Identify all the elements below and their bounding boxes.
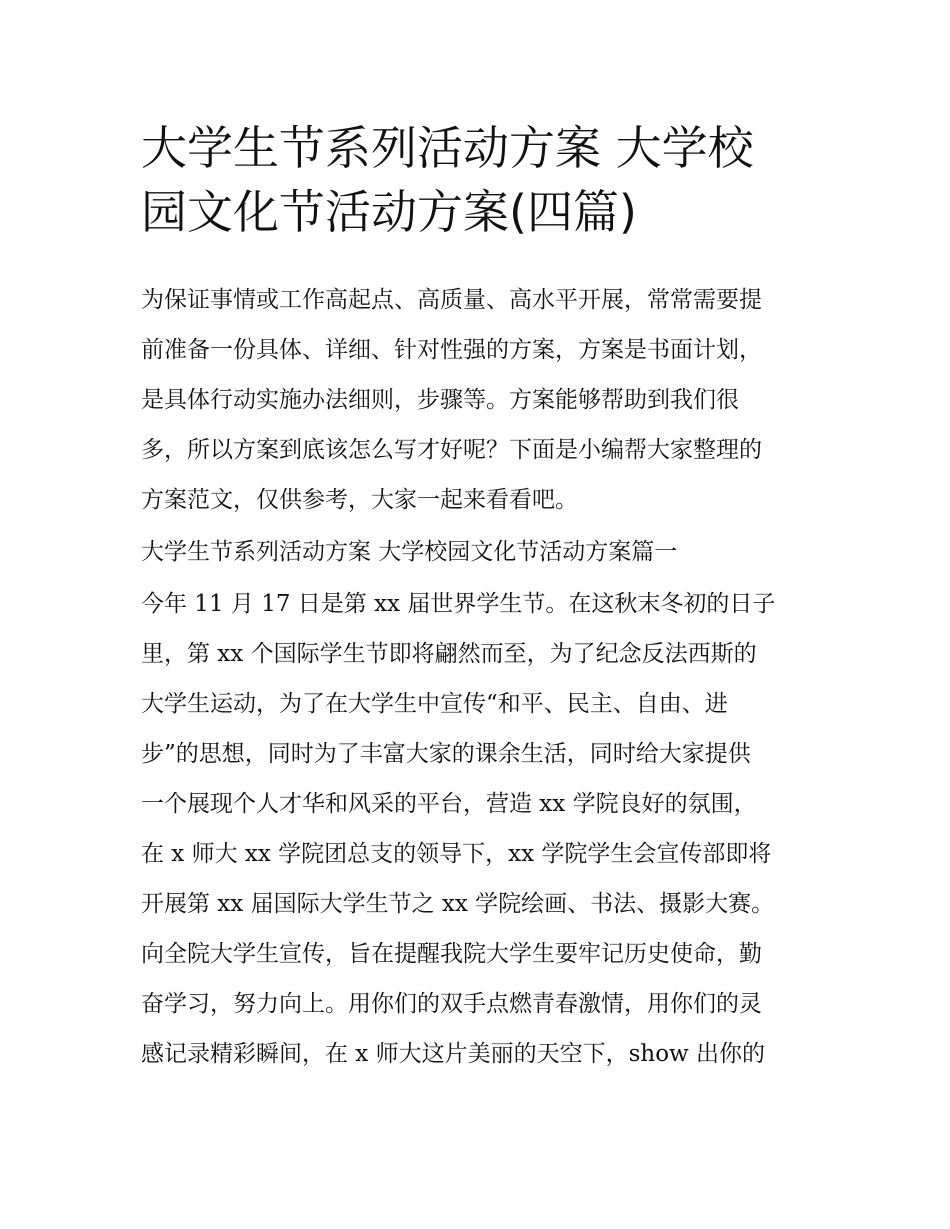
intro-line-1: 为保证事情或工作高起点、高质量、高水平开展，常常需要提 bbox=[141, 287, 762, 313]
intro-line-5: 方案范文，仅供参考，大家一起来看看吧。 bbox=[141, 487, 578, 513]
intro-line-3: 是具体行动实施办法细则，步骤等。方案能够帮助到我们很 bbox=[141, 387, 739, 413]
intro-line-4: 多，所以方案到底该怎么写才好呢？下面是小编帮大家整理的 bbox=[141, 437, 762, 463]
body-line-9: 奋学习，努力向上。用你们的双手点燃青春激情，用你们的灵 bbox=[141, 991, 762, 1017]
body-line-6: 在 x 师大 xx 学院团总支的领导下，xx 学院学生会宣传部即将 bbox=[141, 841, 772, 867]
body-line-5: 一个展现个人才华和风采的平台，营造 xx 学院良好的氛围， bbox=[141, 791, 757, 817]
body-line-1: 今年 11 月 17 日是第 xx 届世界学生节。在这秋末冬初的日子 bbox=[141, 591, 776, 617]
intro-line-2: 前准备一份具体、详细、针对性强的方案，方案是书面计划， bbox=[141, 337, 762, 363]
body-line-10: 感记录精彩瞬间，在 x 师大这片美丽的天空下，show 出你的 bbox=[141, 1041, 766, 1067]
body-line-4: 步”的思想，同时为了丰富大家的课余生活，同时给大家提供 bbox=[141, 741, 751, 767]
body-line-7: 开展第 xx 届国际大学生节之 xx 学院绘画、书法、摄影大赛。 bbox=[141, 891, 775, 917]
section-heading: 大学生节系列活动方案 大学校园文化节活动方案篇一 bbox=[141, 539, 678, 565]
body-line-3: 大学生运动，为了在大学生中宣传“和平、民主、自由、进 bbox=[141, 691, 728, 717]
body-line-8: 向全院大学生宣传，旨在提醒我院大学生要牢记历史使命，勤 bbox=[141, 941, 762, 967]
page-title bbox=[141, 116, 821, 244]
title-line-2: 园文化节活动方案(四篇) bbox=[141, 185, 637, 239]
body-line-2: 里，第 xx 个国际学生节即将翩然而至，为了纪念反法西斯的 bbox=[141, 641, 757, 667]
title-line-1: 大学生节系列活动方案 大学校 bbox=[141, 121, 754, 175]
